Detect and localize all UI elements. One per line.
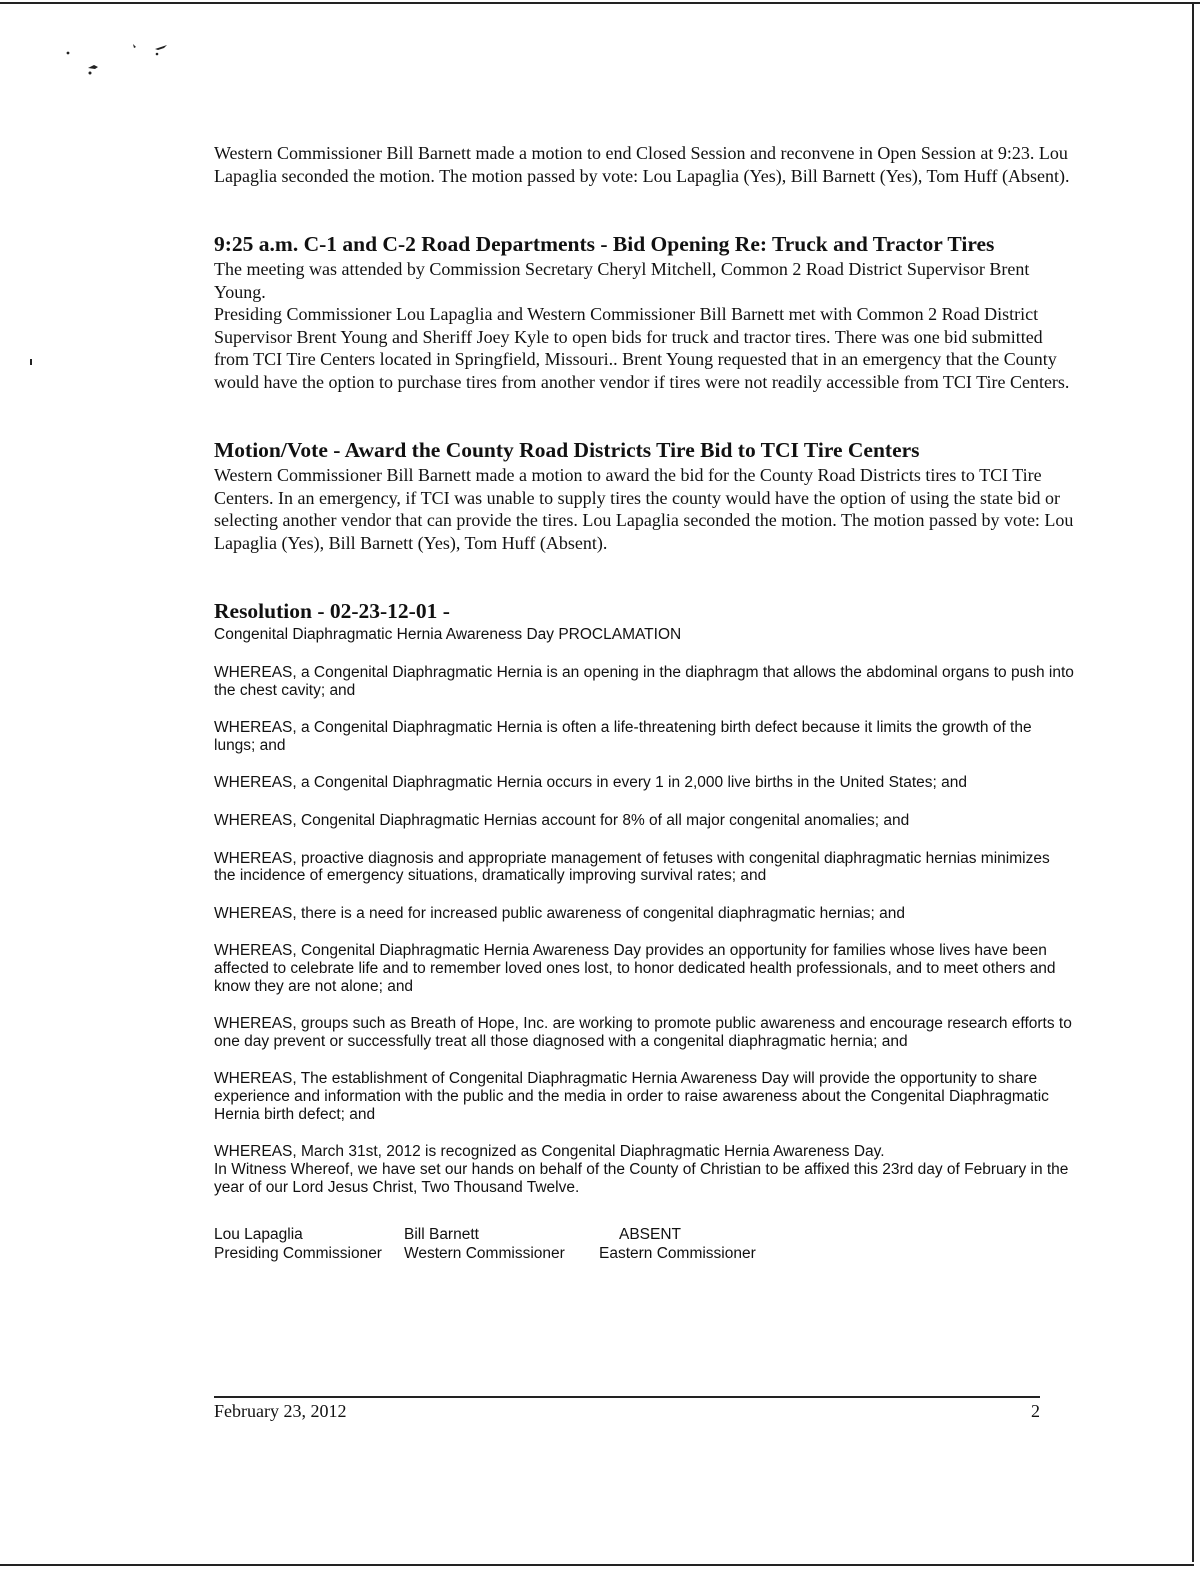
- signature-western: [404, 1225, 599, 1263]
- signer-title: Eastern Commissioner: [599, 1245, 756, 1263]
- whereas-clause: WHEREAS, a Congenital Diaphragmatic Hernia is an opening in the diaphragm that allows the abdominal organs to push into the chest cavity; and: [214, 664, 1074, 699]
- whereas-clause: WHEREAS, groups such as Breath of Hope, Inc. are working to promote public awareness and encourage research efforts to one day prevent or successfully treat all those diagnosed with a congenital diaphragmatic hernia; and: [214, 1015, 1072, 1050]
- whereas-clause: WHEREAS, The establishment of Congenital Diaphragmatic Hernia Awareness Day will provide the opportunity to share experience and information with the public and the media in order to raise awareness about the Congenital Diaphragmatic Hernia birth defect; and: [214, 1070, 1049, 1123]
- scan-top-edge: [0, 2, 1200, 4]
- resolution-closing: [214, 1143, 1074, 1197]
- final-whereas: WHEREAS, March 31st, 2012 is recognized as Congenital Diaphragmatic Hernia Awareness Day.: [214, 1143, 885, 1161]
- whereas-clause: WHEREAS, there is a need for increased public awareness of congenital diaphragmatic hernias; and: [214, 904, 905, 922]
- signature-eastern: [599, 1225, 799, 1263]
- scan-bottom-edge: [0, 1564, 1194, 1566]
- whereas-clause: WHEREAS, a Congenital Diaphragmatic Hernia is often a life-threatening birth defect because it limits the growth of the lungs; and: [214, 719, 1032, 754]
- page-footer: [214, 1396, 1040, 1422]
- signer-name: Lou Lapaglia: [214, 1226, 303, 1244]
- motion-vote-section: [214, 437, 1074, 554]
- witness-statement: In Witness Whereof, we have set our hands on behalf of the County of Christian to be affixed this 23rd day of February in the year of our Lord Jesus Christ, Two Thousand Twelve.: [214, 1161, 1069, 1197]
- whereas-clause: WHEREAS, Congenital Diaphragmatic Hernias account for 8% of all major congenital anomalies; and: [214, 811, 910, 829]
- whereas-clause: WHEREAS, proactive diagnosis and appropriate management of fetuses with congenital diaphragmatic hernias minimizes the incidence of emergency situations, dramatically improving survival rates; and: [214, 849, 1050, 885]
- bid-opening-body: Presiding Commissioner Lou Lapaglia and Western Commissioner Bill Barnett met with Common 2 Road District Supervisor Brent Young and Sheriff Joey Kyle to open bids for truck and tractor tires. There was one bid submitted from TCI Tire Centers located in Springfield, Missouri.. Brent Young requested that in an emergency that the County would have the option to purchase tires from another vendor if tires were not readily accessible from TCI Tire Centers.: [214, 304, 1070, 392]
- bid-opening-section: [214, 231, 1074, 393]
- bid-opening-heading: 9:25 a.m. C-1 and C-2 Road Departments - Bid Opening Re: Truck and Tractor Tires: [214, 232, 995, 256]
- scan-right-edge: [1192, 2, 1194, 1562]
- resolution-subtitle: Congenital Diaphragmatic Hernia Awareness Day PROCLAMATION: [214, 626, 682, 643]
- signer-title: Western Commissioner: [404, 1245, 565, 1263]
- signer-name: Bill Barnett: [404, 1226, 479, 1244]
- footer-date: February 23, 2012: [214, 1401, 347, 1421]
- scan-speck: [30, 359, 32, 365]
- motion-vote-body: Western Commissioner Bill Barnett made a motion to award the bid for the County Road Districts tires to TCI Tire Centers. In an emergency, if TCI was unable to supply tires the county would have the option of using the state bid or selecting another vendor that can provide the tires. Lou Lapaglia seconded the motion. The motion passed by vote: Lou Lapaglia (Yes), Bill Barnett (Yes), Tom Huff (Absent).: [214, 465, 1074, 553]
- open-session-text: Western Commissioner Bill Barnett made a motion to end Closed Session and reconvene in Open Session at 9:23. Lou Lapaglia seconded the motion. The motion passed by vote: Lou Lapaglia (Yes), Bill Barnett (Yes), Tom Huff (Absent).: [214, 143, 1070, 186]
- whereas-clause: WHEREAS, a Congenital Diaphragmatic Hernia occurs in every 1 in 2,000 live births in the United States; and: [214, 774, 967, 792]
- resolution-heading: Resolution - 02-23-12-01 -: [214, 599, 450, 623]
- motion-vote-heading: Motion/Vote - Award the County Road Districts Tire Bid to TCI Tire Centers: [214, 438, 920, 462]
- signature-presiding: [214, 1225, 404, 1263]
- open-session-section: [214, 142, 1074, 187]
- minutes-content: [214, 142, 1074, 1263]
- scan-specks: [60, 40, 180, 90]
- bid-opening-attendance: The meeting was attended by Commission Secretary Cheryl Mitchell, Common 2 Road District Supervisor Brent Young.: [214, 259, 1030, 302]
- signer-title: Presiding Commissioner: [214, 1245, 382, 1263]
- resolution-section: [214, 598, 1074, 1263]
- signature-block: [214, 1225, 1074, 1263]
- whereas-clause: WHEREAS, Congenital Diaphragmatic Hernia Awareness Day provides an opportunity for families whose lives have been affected to celebrate life and to remember loved ones lost, to honor dedicated health professionals, and to meet others and know they are not alone; and: [214, 942, 1056, 995]
- page-number: 2: [1031, 1401, 1040, 1421]
- signer-name: ABSENT: [619, 1226, 682, 1244]
